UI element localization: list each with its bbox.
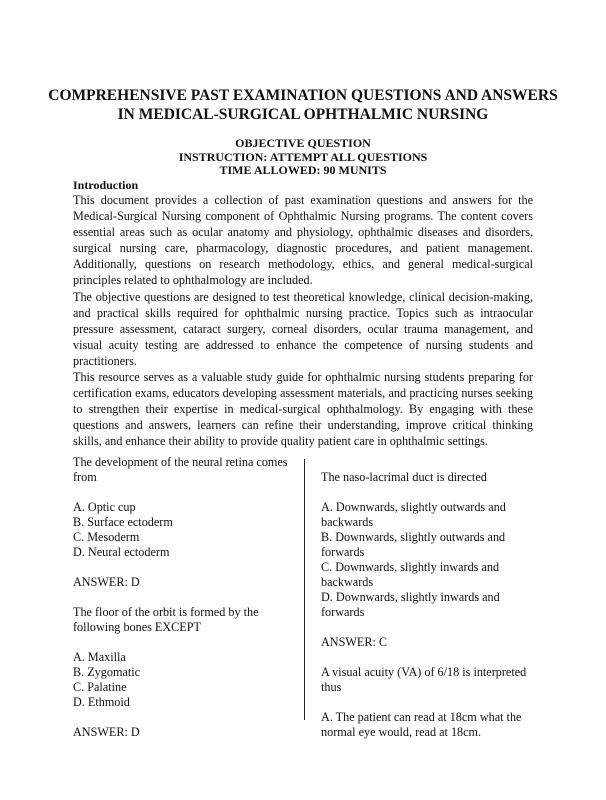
- time-allowed-line: TIME ALLOWED: 90 MUNITS: [219, 163, 387, 177]
- answer-option: D. Ethmoid: [73, 695, 130, 709]
- answer-option: B. Zygomatic: [73, 665, 141, 679]
- answer-option: A. Optic cup: [73, 500, 136, 514]
- answer-option: B. Downwards, slightly outwards and forwards: [321, 530, 506, 559]
- answer-option: C. Palatine: [73, 680, 127, 694]
- question-block: [321, 470, 536, 650]
- answer-option: C. Mesoderm: [73, 530, 140, 544]
- answer-option: D. Downwards, slightly inwards and forwards: [321, 590, 500, 619]
- answer-option: D. Neural ectoderm: [73, 545, 170, 559]
- question-block: [73, 605, 288, 740]
- document-title: [40, 86, 566, 124]
- answer-option: C. Downwards, slightly inwards and backwards: [321, 560, 500, 589]
- question-text: The naso-lacrimal duct is directed: [321, 470, 487, 484]
- answer-option: A. The patient can read at 18cm what the normal eye would, read at 18cm.: [321, 710, 522, 739]
- title-line-2: IN MEDICAL-SURGICAL OPHTHALMIC NURSING: [117, 106, 489, 123]
- objective-question-heading: OBJECTIVE QUESTION: [235, 136, 371, 150]
- question-block: [73, 455, 288, 590]
- question-block: [321, 665, 536, 740]
- instruction-line: INSTRUCTION: ATTEMPT ALL QUESTIONS: [178, 149, 428, 164]
- question-column-right: [321, 470, 536, 740]
- answer-option: B. Surface ectoderm: [73, 515, 173, 529]
- column-divider: [304, 459, 305, 720]
- question-text: The floor of the orbit is formed by the following bones EXCEPT: [73, 605, 259, 634]
- question-column-left: [73, 455, 288, 740]
- intro-paragraph: This document provides a collection of past examination questions and answers for the Medical-Surgical Nursing component of Ophthalmic Nursing programs. The content covers essential areas such as ocular anatomy and physiology, ophthalmic diseases and disorders, surgical nursing care, pharmacology, diagnostic procedures, and patient management. Additionally, questions on research methodology, ethics, and general medical-surgical principles related to ophthalmology are included.: [73, 193, 533, 288]
- introduction-body: [73, 192, 533, 450]
- title-line-1: COMPREHENSIVE PAST EXAMINATION QUESTIONS AND ANSWERS: [48, 87, 558, 104]
- question-text: A visual acuity (VA) of 6/18 is interpreted thus: [321, 665, 527, 694]
- answer-key: ANSWER: D: [73, 725, 140, 739]
- intro-paragraph: This resource serves as a valuable study guide for ophthalmic nursing students preparing for certification exams, educators developing assessment materials, and practicing nurses seeking to strengthen their expertise in medical-surgical ophthalmology. By engaging with these questions and answers, learners can refine their understanding, improve critical thinking skills, and enhance their ability to provide quality patient care in ophthalmic settings.: [73, 370, 533, 449]
- exam-instructions: [40, 137, 566, 178]
- intro-paragraph: The objective questions are designed to test theoretical knowledge, clinical decision-making, and practical skills required for ophthalmic nursing practice. Topics such as intraocular pressure assessment, cataract surgery, corneal disorders, ocular trauma management, and visual acuity testing are addressed to enhance the competence of nursing students and practitioners.: [73, 289, 533, 368]
- answer-key: ANSWER: D: [73, 575, 140, 589]
- answer-option: A. Downwards, slightly outwards and backwards: [321, 500, 506, 529]
- answer-key: ANSWER: C: [321, 635, 388, 649]
- introduction-heading: Introduction: [73, 178, 139, 192]
- question-text: The development of the neural retina comes from: [73, 455, 288, 484]
- answer-option: A. Maxilla: [73, 650, 126, 664]
